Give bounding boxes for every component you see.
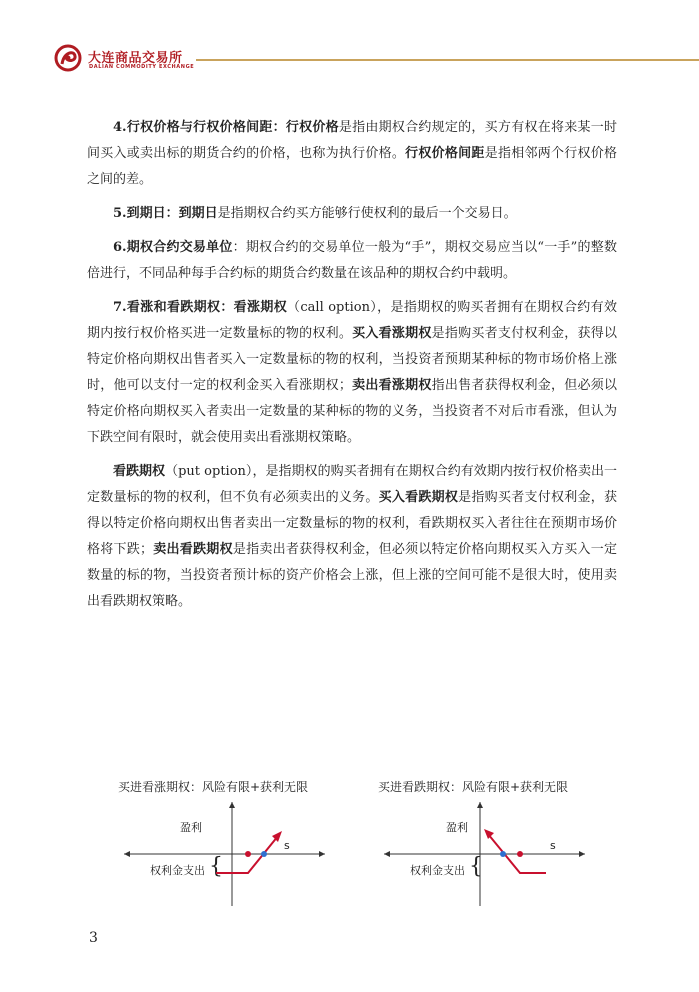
premium-label: 权利金支出 [410,864,465,877]
term: 买入看涨期权 [352,326,432,341]
definition-text: 是指期权合约买方能够行使权利的最后一个交易日。 [217,206,517,221]
definition-text: 是指由期权合约规定的，买方有权在将来某一时间买入或卖出标的期货合约的价格，也称为执行价格。 [87,120,617,161]
term: 卖出看涨期权 [351,378,432,393]
price-axis-left-arrow [384,851,390,857]
paragraph-put-option [87,459,617,615]
term-heading: 4.行权价格与行权价格间距： [113,120,286,135]
price-axis-label: s [284,839,290,852]
premium-brace: { [469,854,483,879]
payoff-chart [110,770,340,910]
strike-point [517,851,523,857]
profit-axis-label: 盈利 [446,821,468,834]
paragraph-strike-price [87,115,617,193]
price-axis-right-arrow [579,851,585,857]
definition-text: ：期权合约的交易单位一般为“手”，期权交易应当以“一手”的整数倍进行，不同品种每手合约标的期货合约数量在该品种的期权合约中载明。 [87,240,617,281]
page-number: 3 [89,930,98,946]
page-header [0,0,699,90]
document-body [87,115,617,623]
profit-axis-arrow [229,802,235,808]
term: 买入看跌期权 [378,490,459,505]
paragraph-call-option [87,295,617,451]
long-put-diagram [370,770,600,910]
term-heading: 5.到期日： [113,206,179,221]
logo-chinese-name: 大连商品交易所 [88,51,183,66]
long-call-diagram [110,770,340,910]
definition-text: 是指相邻两个行权价格之间的差。 [87,146,617,187]
diagram-title: 买进看涨期权：风险有限+获利无限 [118,780,309,794]
exchange-logo-icon [54,44,82,72]
definition-text: 是指卖出者获得权利金，但必须以特定价格向期权买入方买入一定数量的标的物，当投资者预计标的资产价格会上涨，但上涨的空间可能不是很大时，使用卖出看跌期权策略。 [87,542,617,609]
diagram-title: 买进看跌期权：风险有限+获利无限 [378,780,569,794]
profit-axis-arrow [477,802,483,808]
paragraph-trading-unit [87,235,617,287]
definition-text: 是指购买者支付权利金，获得以特定价格向期权出售者卖出一定数量标的物的权利，看跌期权买入者往往在预期市场价格将下跌； [87,490,617,557]
paragraph-expiration-date [87,201,617,227]
term: 行权价格间距 [405,146,485,161]
term-heading: 7.看涨和看跌期权： [113,300,234,315]
strike-point [245,851,251,857]
term-english: （put option）， [165,464,266,479]
breakeven-point [500,851,506,857]
term-heading: 6.期权合约交易单位 [113,240,233,255]
term: 到期日 [178,206,218,221]
term: 卖出看跌期权 [153,542,233,557]
profit-axis-label: 盈利 [180,821,202,834]
payoff-chart [370,770,600,910]
price-axis-left-arrow [124,851,130,857]
payoff-arrowhead [484,829,494,839]
definition-text: 是指期权的购买者拥有在期权合约有效期内按行权价格卖出一定数量标的物的权利，但不负有必须卖出的义务。 [87,464,617,505]
premium-brace: { [209,854,223,879]
header-divider [196,59,699,61]
logo-english-name: DALIAN COMMODITY EXCHANGE [89,64,195,70]
term-english: （call option）， [287,300,391,315]
definition-text: 指出售者获得权利金，但必须以特定价格向期权买入者卖出一定数量的某种标的物的义务，当投资者不对后市看涨，但认为下跌空间有限时，就会使用卖出看涨期权策略。 [87,378,617,445]
term: 看涨期权 [233,300,288,315]
price-axis-label: s [550,839,556,852]
premium-label: 权利金支出 [150,864,205,877]
term: 行权价格 [285,120,339,135]
price-axis-right-arrow [319,851,325,857]
definition-text: 是指购买者支付权利金，获得以特定价格向期权出售者买入一定数量标的物的权利，当投资者预期某种标的物市场价格上涨时，他可以支付一定的权利金买入看涨期权； [87,326,617,393]
term: 看跌期权 [113,464,166,479]
definition-text: 是指期权的购买者拥有在期权合约有效期内按行权价格买进一定数量标的物的权利。 [87,300,617,341]
breakeven-point [261,851,267,857]
